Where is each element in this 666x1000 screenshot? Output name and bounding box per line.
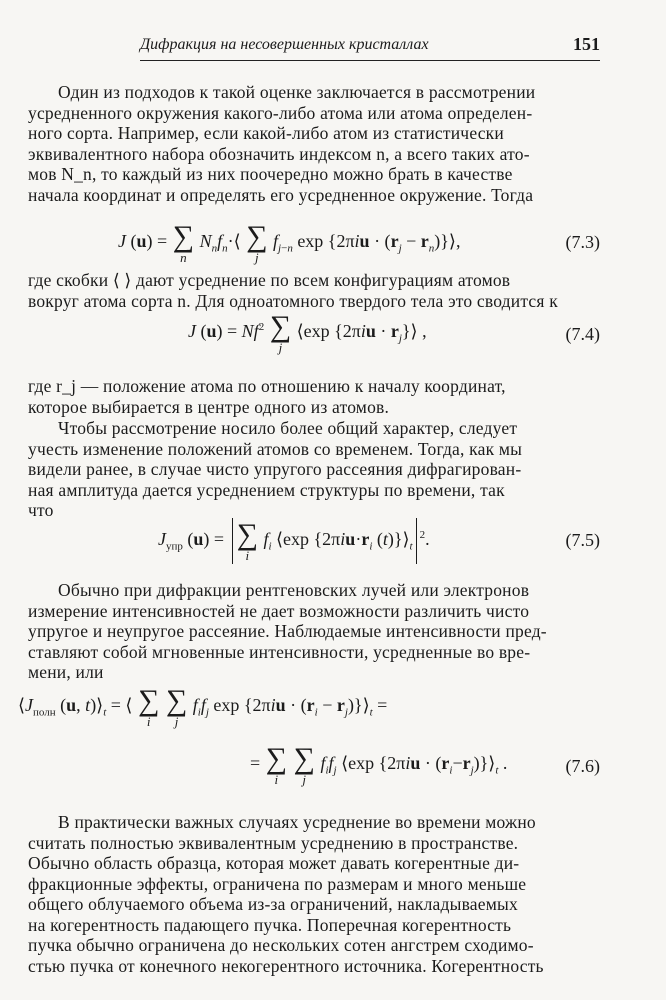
text-line: В практически важных случаях усреднение во времени можно: [58, 812, 536, 832]
text-line: Чтобы рассмотрение носило более общий характер, следует: [58, 418, 518, 438]
equation-number: (7.4): [565, 324, 600, 344]
equation-7-6-line-2: [28, 744, 600, 794]
paragraph-2: [28, 270, 600, 311]
text-line: где r_j — положение атома по отношению к началу координат,: [28, 376, 506, 396]
paragraph-5: [28, 580, 600, 683]
equation-7-6-line-1: [18, 686, 600, 736]
equation-number: (7.5): [565, 530, 600, 550]
text-line: эквивалентного набора обозначить индексом n, а всего таких ато-: [28, 143, 530, 164]
text-line: Обычно область образца, которая может давать когерентные ди-: [28, 853, 520, 873]
text-line: на когерентность падающего пучка. Поперечная когерентность: [28, 914, 512, 935]
paragraph-4: [28, 418, 600, 521]
text-line: вокруг атома сорта n. Для одноатомного твердого тела это сводится к: [28, 290, 558, 311]
text-line: ная амплитуда дается усреднением структуры по времени, так: [28, 479, 505, 500]
text-line: считать полностью эквивалентным усреднению в пространстве.: [28, 832, 519, 853]
equation-formula: $⟨J_{полн}$ (u, $t)⟩_t$ = ⟨ ∑ i ∑ j $f_if_j$ $\exp \{2\pi iu \cdot (r_i$ − $r_j)\}⟩_t$ =: [18, 684, 388, 729]
text-line: Один из подходов к такой оценке заключается в рассмотрении: [58, 82, 536, 102]
equation-formula: = ∑ i ∑ j $f_if_j$ ⟨exp $\{2\pi iu \cdot (r_i-r_j)\}⟩_t$ .: [250, 742, 508, 787]
text-line: фракционные эффекты, ограничена по размерам и много меньше: [28, 873, 527, 894]
text-line: учесть изменение положений атомов со временем. Тогда, как мы: [28, 438, 523, 459]
text-line: стью пучка от конечного некогерентного источника. Когерентность: [28, 955, 544, 976]
equation-7-4: [28, 312, 600, 362]
paragraph-3: [28, 376, 600, 417]
equation-7-5: [28, 518, 600, 574]
text-line: общего облучаемого объема из-за ограничений, накладываемых: [28, 894, 518, 914]
text-line: упругое и неупругое рассеяние. Наблюдаемые интенсивности пред-: [28, 621, 547, 641]
paragraph-6: [28, 812, 600, 976]
text-line: Обычно при дифракции рентгеновских лучей или электронов: [58, 580, 530, 600]
equation-formula: J $(u) = Nf^2$ ∑ j ⟨exp $\{2\pi iu \cdot r_j\}⟩$ ,: [188, 310, 427, 355]
equation-number: (7.6): [565, 756, 600, 776]
equation-number: (7.3): [565, 232, 600, 252]
text-line: ставляют собой мгновенные интенсивности, усредненные во вре-: [28, 641, 531, 662]
text-line: пучка обычно ограничена до нескольких сотен ангстрем сходимо-: [28, 935, 534, 955]
text-line: что: [28, 500, 54, 520]
text-line: ного сорта. Например, если какой-либо атом из статистически: [28, 123, 504, 143]
paragraph-1: [28, 82, 600, 205]
text-line: измерение интенсивностей не дает возможности различить чисто: [28, 600, 530, 621]
text-line: мени, или: [28, 662, 104, 682]
running-title: Дифракция на несовершенных кристаллах: [140, 36, 429, 53]
running-header: [140, 36, 600, 61]
text-line: которое выбирается в центре одного из атомов.: [28, 396, 390, 417]
text-line: видели ранее, в случае чисто упругого рассеяния дифрагирован-: [28, 459, 522, 479]
page-number: 151: [573, 34, 600, 54]
text-line: усредненного окружения какого-либо атома или атома определен-: [28, 102, 533, 123]
text-line: где скобки ⟨ ⟩ дают усреднение по всем конфигурациям атомов: [28, 270, 511, 290]
text-line: начала координат и определять его усредненное окружение. Тогда: [28, 184, 534, 205]
text-line: мов N_n, то каждый из них поочередно можно брать в качестве: [28, 164, 513, 184]
equation-formula: J (u) = ∑ n $N_nf_n\cdot⟨$ ∑ j $f_{j-n}$ $\exp \{2\pi iu \cdot (r_j$ − $r_n)\}⟩$,: [118, 220, 461, 265]
equation-7-3: [28, 222, 600, 268]
equation-formula: $J_{упр}$ (u) = ∑ i $f_i$ ⟨exp {$2\pi iu\cdot r_i$ $(t)\}⟩_t^2$.: [158, 518, 430, 563]
